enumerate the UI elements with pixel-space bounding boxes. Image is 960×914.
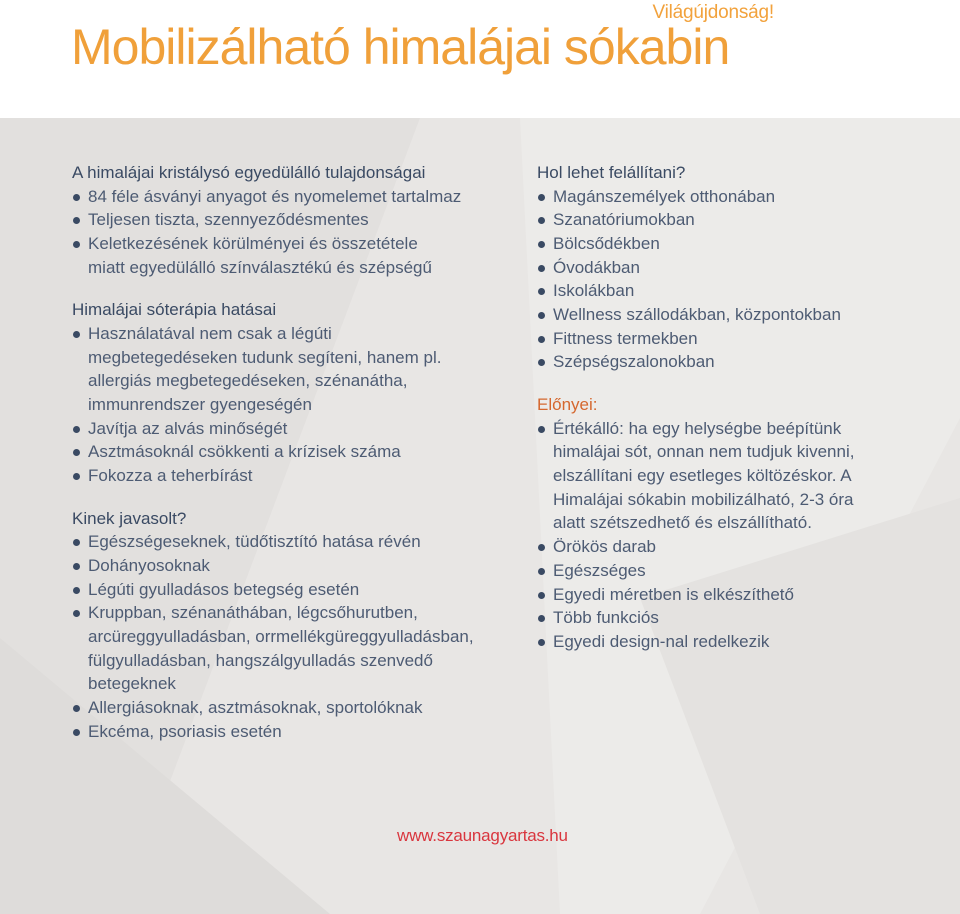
list-item: Teljesen tiszta, szennyeződésmentes <box>72 208 512 232</box>
list-item: Egyedi design-nal redelkezik <box>537 630 947 654</box>
list-item: Több funkciós <box>537 606 947 630</box>
list-item: Bölcsődékben <box>537 232 947 256</box>
bullet-list <box>72 530 512 743</box>
list-item: Wellness szállodákban, központokban <box>537 303 947 327</box>
list-item: Kruppban, szénanáthában, légcsőhurutben, arcüreggyulladásban, orrmellékgüreggyulladásban, fülgyulladásban, hangszálgyulladás szenvedő betegeknek <box>72 601 512 696</box>
bullet-list <box>72 322 512 488</box>
list-item: Allergiásoknak, asztmásoknak, sportolóknak <box>72 696 512 720</box>
list-item: Ekcéma, psoriasis esetén <box>72 720 512 744</box>
bullet-list <box>537 417 947 654</box>
list-item: Óvodákban <box>537 256 947 280</box>
properties-section <box>72 161 512 279</box>
page-title: Mobilizálható himalájai sókabin <box>71 19 730 75</box>
bullet-list <box>537 185 947 375</box>
bullet-list <box>72 185 512 280</box>
list-item: Egyedi méretben is elkészíthető <box>537 583 947 607</box>
list-item: Értékálló: ha egy helységbe beépítünk himalájai sót, onnan nem tudjuk kivenni, elszállítani egy esetleges költözéskor. A Himalájai sókabin mobilizálható, 2-3 óra alatt szétszedhető és elszállítható. <box>537 417 947 536</box>
right-column <box>537 161 947 673</box>
list-item: Javítja az alvás minőségét <box>72 417 512 441</box>
advantages-section <box>537 393 947 654</box>
list-item: Egészségeseknek, tüdőtisztító hatása révén <box>72 530 512 554</box>
section-heading: Hol lehet felállítani? <box>537 163 686 182</box>
list-item: Iskolákban <box>537 279 947 303</box>
list-item: Légúti gyulladásos betegség esetén <box>72 578 512 602</box>
recommended-section <box>72 507 512 744</box>
section-heading: Himalájai sóterápia hatásai <box>72 300 277 320</box>
tagline: Világújdonság! <box>652 2 774 23</box>
section-heading: Előnyei: <box>537 395 598 415</box>
header <box>0 0 960 118</box>
list-item: Szanatóriumokban <box>537 208 947 232</box>
list-item: Keletkezésének körülményei és összetétele miatt egyedülálló színválasztékú és szépségű <box>72 232 512 279</box>
list-item: Szépségszalonokban <box>537 350 947 374</box>
list-item: Örökös darab <box>537 535 947 559</box>
list-item: Magánszemélyek otthonában <box>537 185 947 209</box>
locations-section <box>537 161 947 374</box>
list-item: Asztmásoknál csökkenti a krízisek száma <box>72 440 512 464</box>
effects-section <box>72 298 512 487</box>
list-item: Dohányosoknak <box>72 554 512 578</box>
left-column <box>72 161 512 763</box>
list-item: Fokozza a teherbírást <box>72 464 512 488</box>
section-heading: Kinek javasolt? <box>72 508 187 528</box>
list-item: Használatával nem csak a légúti megbetegedéseken tudunk segíteni, hanem pl. allergiás megbetegedéseken, szénanátha, immunrendszer gyengeségén <box>72 322 512 417</box>
website-link[interactable]: www.szaunagyartas.hu <box>397 826 568 845</box>
section-heading: A himalájai kristálysó egyedülálló tulajdonságai <box>72 163 426 182</box>
list-item: Egészséges <box>537 559 947 583</box>
list-item: 84 féle ásványi anyagot és nyomelemet tartalmaz <box>72 185 512 209</box>
list-item: Fittness termekben <box>537 327 947 351</box>
